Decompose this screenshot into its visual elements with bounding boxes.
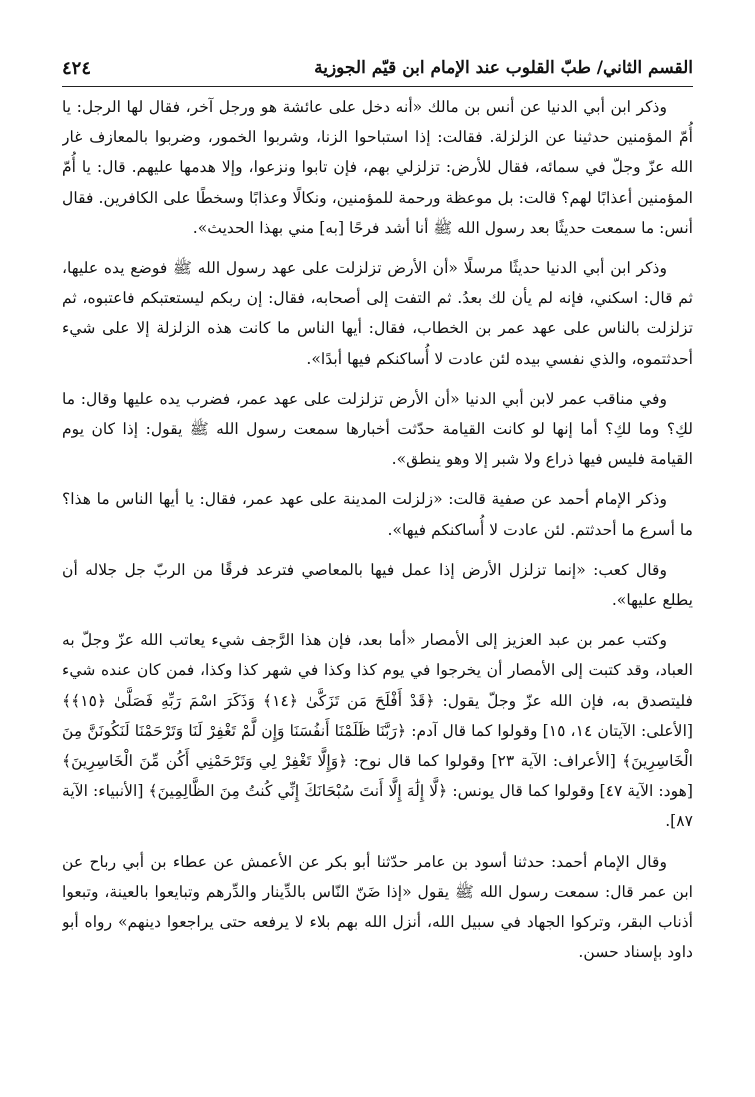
paragraph-umar-abdulaziz-letter: وكتب عمر بن عبد العزيز إلى الأمصار «أما بعد، فإن هذا الرَّجف شيء يعاتب الله عزّ وجلّ به العباد، وقد كتبت إلى الأمصار أن يخرجوا في يوم كذا وكذا في شهر كذا وكذا، فمن كان عنده شيء فليتصدق به، فإن الله عزّ وجلّ يقول: ﴿قَدْ أَفْلَحَ مَن تَزَكَّىٰ ﴿١٤﴾ وَذَكَرَ اسْمَ رَبِّهِ فَصَلَّىٰ ﴿١٥﴾﴾ [الأعلى: الآيتان ١٤، ١٥] وقولوا كما قال آدم: ﴿رَبَّنَا ظَلَمْنَا أَنفُسَنَا وَإِن لَّمْ تَغْفِرْ لَنَا وَتَرْحَمْنَا لَنَكُونَنَّ مِنَ الْخَاسِرِينَ﴾ [الأعراف: الآية ٢٣] وقولوا كما قال نوح: ﴿وَإِلَّا تَغْفِرْ لِي وَتَرْحَمْنِي أَكُن مِّنَ الْخَاسِرِينَ﴾ [هود: الآية ٤٧] وقولوا كما قال يونس: ﴿لَّا إِلَٰهَ إِلَّا أَنتَ سُبْحَانَكَ إِنِّي كُنتُ مِنَ الظَّالِمِينَ﴾ [الأنبياء: الآية ٨٧]. <box>62 631 693 831</box>
running-title: القسم الثاني/ طبّ القلوب عند الإمام ابن قيّم الجوزية <box>314 58 693 78</box>
paragraph-anas-aisha: وذكر ابن أبي الدنيا عن أنس بن مالك «أنه دخل على عائشة هو ورجل آخر، فقال لها الرجل: يا أُمّ المؤمنين حدثينا عن الزلزلة. فقالت: إذا استباحوا الزنا، وشربوا الخمور، وضربوا بالمعازف غار الله عزّ وجلّ في سمائه، فقال للأرض: تزلزلي بهم، فإن تابوا ونزعوا، وإلا هدمها عليهم. قال: يا أُمّ المؤمنين أعذابًا لهم؟ قالت: بل موعظة ورحمة للمؤمنين، ونكالًا وعذابًا وسخطًا على الكافرين. فقال أنس: ما سمعت حديثًا بعد رسول الله ﷺ أنا أشد فرحًا [به] مني بهذا الحديث». <box>62 98 693 237</box>
paragraph-safiyya: وذكر الإمام أحمد عن صفية قالت: «زلزلت المدينة على عهد عمر، فقال: يا أيها الناس ما هذا؟ ما أسرع ما أحدثتم. لئن عادت لا أُساكنكم فيها». <box>62 490 693 539</box>
header-rule <box>62 86 693 87</box>
page-number: ٤٢٤ <box>62 58 92 79</box>
paragraph-mursal-hadith: وذكر ابن أبي الدنيا حديثًا مرسلًا «أن الأرض تزلزلت على عهد رسول الله ﷺ فوضع يده عليها، ثم قال: اسكني، فإنه لم يأن لك بعدُ. ثم التفت إلى أصحابه، فقال: إن ربكم ليستعتبكم فاعتبوه، ثم تزلزلت بالناس على عهد عمر بن الخطاب، فقال: أيها الناس ما كانت هذه الزلزلة إلا على شيء أحدثتموه، والذي نفسي بيده لئن عادت لا أُساكنكم فيها أبدًا». <box>62 259 693 368</box>
paragraph-kaab: وقال كعب: «إنما تزلزل الأرض إذا عمل فيها بالمعاصي فترعد فرقًا من الربّ جل جلاله أن يطلع عليها». <box>62 560 693 610</box>
paragraph-umar-manaqib: وفي مناقب عمر لابن أبي الدنيا «أن الأرض تزلزلت على عهد عمر، فضرب يده عليها وقال: ما لكِ؟ وما لكِ؟ أما إنها لو كانت القيامة حدّثت أخبارها سمعت رسول الله ﷺ يقول: إذا كان يوم القيامة فليس فيها ذراع ولا شبر إلا وهو ينطق». <box>62 389 693 469</box>
paragraph-imam-ahmad: وقال الإمام أحمد: حدثنا أسود بن عامر حدّثنا أبو بكر عن الأعمش عن عطاء بن أبي رباح عن ابن عمر قال: سمعت رسول الله ﷺ يقول «إذا ضَنّ النّاس بالدِّينار والدِّرهم وتبايعوا بالعينة، وتبعوا أذناب البقر، وتركوا الجهاد في سبيل الله، أنزل الله بهم بلاء لا يرفعه حتى يراجعوا دينهم» رواه أبو داود بإسناد حسن. <box>62 852 693 962</box>
page-body <box>62 92 693 1082</box>
page-header <box>62 58 693 84</box>
